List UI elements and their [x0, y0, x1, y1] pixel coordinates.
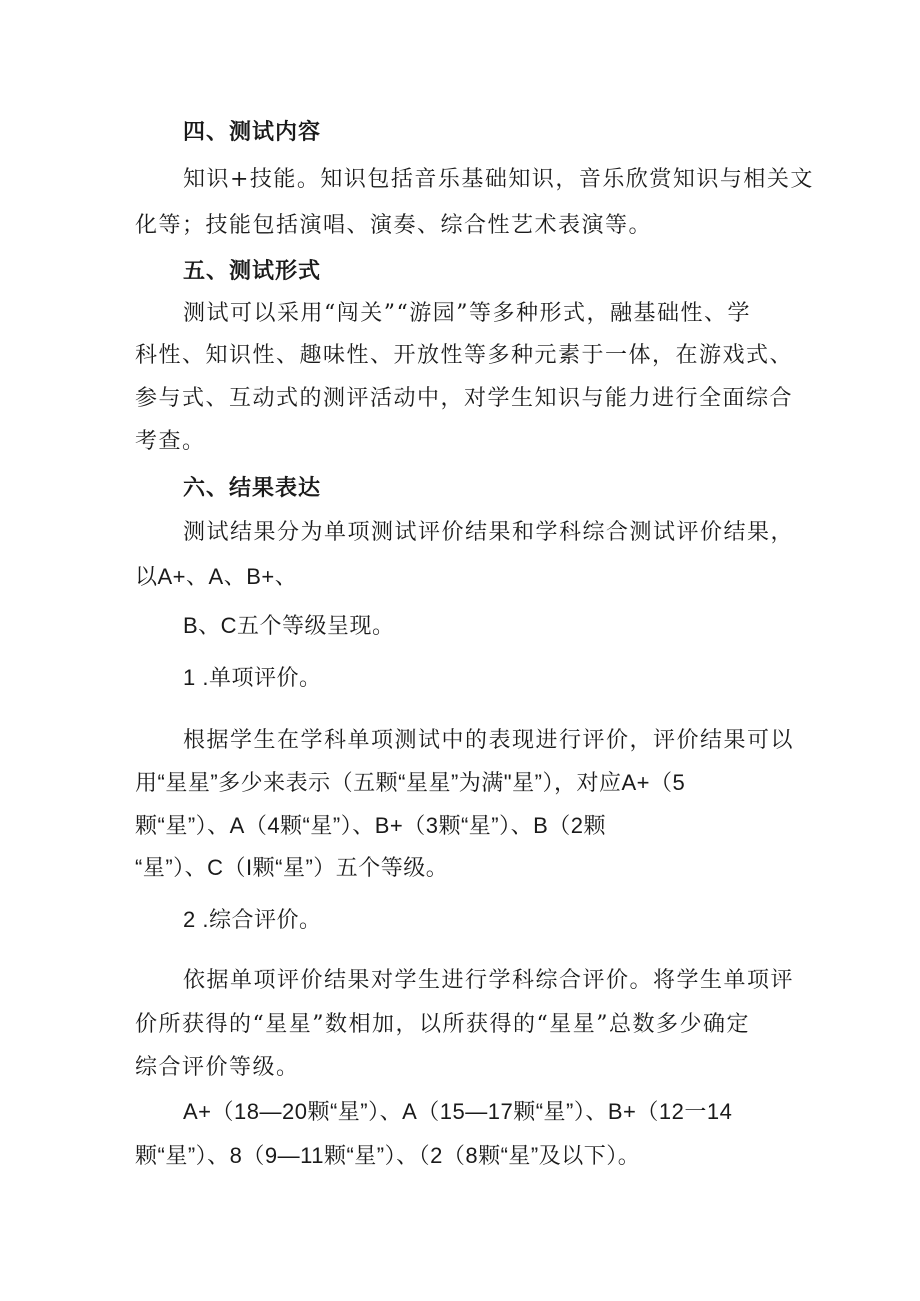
paragraph-line: A+（18—20颗“星”）、A（15—17颗“星”）、B+（12一14 [183, 1099, 733, 1124]
paragraph-line: “星”）、C（I颗“星”）五个等级。 [135, 855, 449, 880]
section-heading-test-content: 四、测试内容 [183, 120, 322, 145]
paragraph-line: 科性、知识性、趣味性、开放性等多种元素于一体，在游戏式、 [135, 343, 794, 368]
paragraph-line: 测试可以采用“闯关”“游园”等多种形式，融基础性、学 [183, 301, 751, 326]
paragraph-line: 颗“星”）、8（9—11颗“星”）、（2（8颗“星”及以下）。 [135, 1143, 641, 1168]
paragraph-line: 测试结果分为单项测试评价结果和学科综合测试评价结果， [183, 520, 795, 545]
paragraph-line: 颗“星”）、A（4颗“星”）、B+（3颗“星”）、B（2颗 [135, 813, 607, 838]
item-title-single-evaluation: 1 .单项评价。 [183, 665, 322, 690]
paragraph-line: 化等；技能包括演唱、演奏、综合性艺术表演等。 [135, 213, 653, 238]
section-heading-test-form: 五、测试形式 [183, 259, 322, 284]
paragraph-line: 参与式、互动式的测评活动中，对学生知识与能力进行全面综合 [135, 386, 794, 411]
section-heading-result-expression: 六、结果表达 [183, 476, 322, 501]
paragraph-line: 根据学生在学科单项测试中的表现进行评价，评价结果可以 [183, 728, 795, 753]
paragraph-line: 用“星星”多少来表示（五颗“星星”为满"星”），对应A+（5 [135, 770, 686, 795]
paragraph-line: B、C五个等级呈现。 [183, 613, 395, 638]
paragraph-line: 考查。 [135, 429, 206, 454]
paragraph-line: 价所获得的“星星”数相加，以所获得的“星星”总数多少确定 [135, 1012, 750, 1037]
item-title-comprehensive-evaluation: 2 .综合评价。 [183, 907, 322, 932]
paragraph-line: 依据单项评价结果对学生进行学科综合评价。将学生单项评 [183, 968, 795, 993]
paragraph-line: 以A+、A、B+、 [135, 564, 298, 589]
paragraph-line: 知识+技能。知识包括音乐基础知识，音乐欣赏知识与相关文 [183, 167, 814, 192]
paragraph-line: 综合评价等级。 [135, 1055, 300, 1080]
